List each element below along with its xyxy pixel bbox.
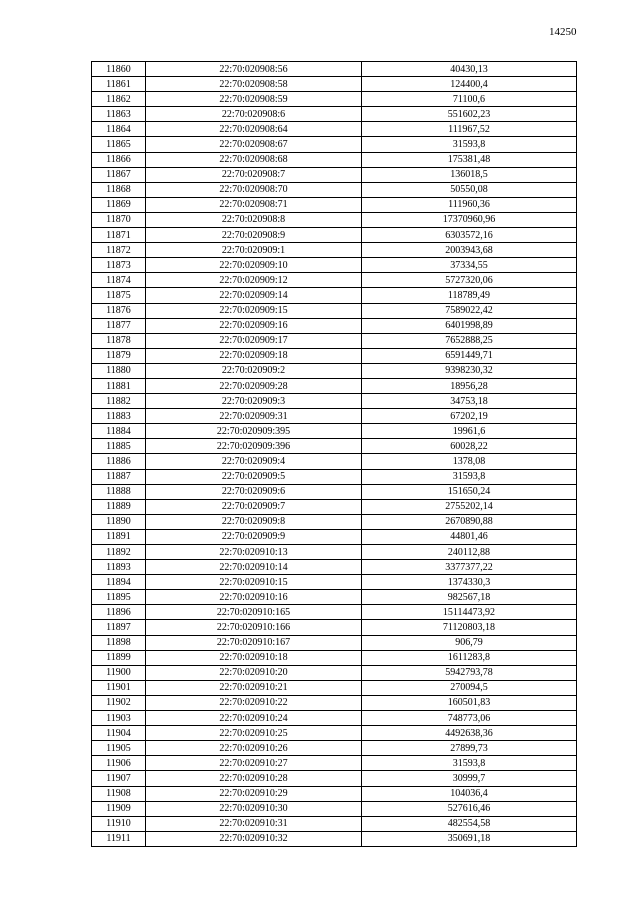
cadastral-number-cell: 22:70:020908:68 xyxy=(146,152,362,167)
table-row xyxy=(92,575,577,590)
table-row xyxy=(92,771,577,786)
value-cell: 17370960,96 xyxy=(362,212,577,227)
table-row xyxy=(92,378,577,393)
row-number-cell: 11897 xyxy=(92,620,146,635)
table-row xyxy=(92,665,577,680)
cadastral-number-cell: 22:70:020910:26 xyxy=(146,741,362,756)
cadastral-number-cell: 22:70:020909:17 xyxy=(146,333,362,348)
value-cell: 6591449,71 xyxy=(362,348,577,363)
table-row xyxy=(92,816,577,831)
value-cell: 2755202,14 xyxy=(362,499,577,514)
row-number-cell: 11883 xyxy=(92,409,146,424)
row-number-cell: 11884 xyxy=(92,424,146,439)
cadastral-number-cell: 22:70:020908:8 xyxy=(146,212,362,227)
table-row xyxy=(92,318,577,333)
cadastral-number-cell: 22:70:020910:14 xyxy=(146,560,362,575)
cadastral-number-cell: 22:70:020910:29 xyxy=(146,786,362,801)
table-row xyxy=(92,741,577,756)
value-cell: 2003943,68 xyxy=(362,243,577,258)
cadastral-number-cell: 22:70:020910:16 xyxy=(146,590,362,605)
table-row xyxy=(92,303,577,318)
row-number-cell: 11877 xyxy=(92,318,146,333)
table-row xyxy=(92,333,577,348)
row-number-cell: 11896 xyxy=(92,605,146,620)
table-row xyxy=(92,363,577,378)
row-number-cell: 11890 xyxy=(92,514,146,529)
cadastral-number-cell: 22:70:020909:1 xyxy=(146,243,362,258)
value-cell: 40430,13 xyxy=(362,62,577,77)
value-cell: 27899,73 xyxy=(362,741,577,756)
value-cell: 906,79 xyxy=(362,635,577,650)
row-number-cell: 11911 xyxy=(92,831,146,846)
cadastral-number-cell: 22:70:020910:32 xyxy=(146,831,362,846)
cadastral-number-cell: 22:70:020910:18 xyxy=(146,650,362,665)
table-row xyxy=(92,62,577,77)
value-cell: 982567,18 xyxy=(362,590,577,605)
cadastral-number-cell: 22:70:020909:4 xyxy=(146,454,362,469)
value-cell: 240112,88 xyxy=(362,545,577,560)
value-cell: 4492638,36 xyxy=(362,726,577,741)
row-number-cell: 11885 xyxy=(92,439,146,454)
row-number-cell: 11887 xyxy=(92,469,146,484)
table-row xyxy=(92,77,577,92)
table-row xyxy=(92,650,577,665)
row-number-cell: 11909 xyxy=(92,801,146,816)
value-cell: 19961,6 xyxy=(362,424,577,439)
table-row xyxy=(92,92,577,107)
table-row xyxy=(92,243,577,258)
cadastral-number-cell: 22:70:020909:12 xyxy=(146,273,362,288)
cadastral-number-cell: 22:70:020910:15 xyxy=(146,575,362,590)
value-cell: 1611283,8 xyxy=(362,650,577,665)
table-row xyxy=(92,409,577,424)
value-cell: 5942793,78 xyxy=(362,665,577,680)
value-cell: 111960,36 xyxy=(362,197,577,212)
value-cell: 2670890,88 xyxy=(362,514,577,529)
cadastral-number-cell: 22:70:020909:6 xyxy=(146,484,362,499)
table-row xyxy=(92,454,577,469)
value-cell: 270094,5 xyxy=(362,680,577,695)
cadastral-number-cell: 22:70:020910:30 xyxy=(146,801,362,816)
cadastral-value-table xyxy=(91,61,577,847)
table-row xyxy=(92,786,577,801)
cadastral-number-cell: 22:70:020908:67 xyxy=(146,137,362,152)
table-row xyxy=(92,197,577,212)
value-cell: 44801,46 xyxy=(362,529,577,544)
row-number-cell: 11907 xyxy=(92,771,146,786)
cadastral-number-cell: 22:70:020908:71 xyxy=(146,197,362,212)
value-cell: 9398230,32 xyxy=(362,363,577,378)
cadastral-number-cell: 22:70:020910:165 xyxy=(146,605,362,620)
value-cell: 350691,18 xyxy=(362,831,577,846)
row-number-cell: 11866 xyxy=(92,152,146,167)
cadastral-number-cell: 22:70:020908:70 xyxy=(146,182,362,197)
row-number-cell: 11880 xyxy=(92,363,146,378)
value-cell: 482554,58 xyxy=(362,816,577,831)
table-row xyxy=(92,439,577,454)
value-cell: 7589022,42 xyxy=(362,303,577,318)
value-cell: 37334,55 xyxy=(362,258,577,273)
value-cell: 3377377,22 xyxy=(362,560,577,575)
cadastral-number-cell: 22:70:020908:56 xyxy=(146,62,362,77)
cadastral-number-cell: 22:70:020909:31 xyxy=(146,409,362,424)
row-number-cell: 11869 xyxy=(92,197,146,212)
value-cell: 118789,49 xyxy=(362,288,577,303)
value-cell: 31593,8 xyxy=(362,137,577,152)
table-row xyxy=(92,831,577,846)
row-number-cell: 11888 xyxy=(92,484,146,499)
table-row xyxy=(92,801,577,816)
cadastral-number-cell: 22:70:020909:10 xyxy=(146,258,362,273)
table-row xyxy=(92,635,577,650)
row-number-cell: 11899 xyxy=(92,650,146,665)
table-row xyxy=(92,394,577,409)
value-cell: 1374330,3 xyxy=(362,575,577,590)
row-number-cell: 11872 xyxy=(92,243,146,258)
cadastral-number-cell: 22:70:020909:2 xyxy=(146,363,362,378)
row-number-cell: 11902 xyxy=(92,695,146,710)
table-row xyxy=(92,258,577,273)
cadastral-number-cell: 22:70:020910:31 xyxy=(146,816,362,831)
row-number-cell: 11873 xyxy=(92,258,146,273)
row-number-cell: 11876 xyxy=(92,303,146,318)
table-row xyxy=(92,620,577,635)
table-row xyxy=(92,288,577,303)
value-cell: 60028,22 xyxy=(362,439,577,454)
table-body xyxy=(92,62,577,847)
row-number-cell: 11879 xyxy=(92,348,146,363)
cadastral-number-cell: 22:70:020909:9 xyxy=(146,529,362,544)
row-number-cell: 11901 xyxy=(92,680,146,695)
cadastral-number-cell: 22:70:020909:5 xyxy=(146,469,362,484)
row-number-cell: 11905 xyxy=(92,741,146,756)
value-cell: 15114473,92 xyxy=(362,605,577,620)
table-row xyxy=(92,228,577,243)
table-row xyxy=(92,152,577,167)
value-cell: 31593,8 xyxy=(362,469,577,484)
cadastral-number-cell: 22:70:020909:7 xyxy=(146,499,362,514)
value-cell: 50550,08 xyxy=(362,182,577,197)
table-row xyxy=(92,348,577,363)
table-row xyxy=(92,137,577,152)
cadastral-number-cell: 22:70:020909:16 xyxy=(146,318,362,333)
cadastral-number-cell: 22:70:020909:28 xyxy=(146,378,362,393)
value-cell: 71100,6 xyxy=(362,92,577,107)
table-row xyxy=(92,545,577,560)
cadastral-number-cell: 22:70:020908:58 xyxy=(146,77,362,92)
table-row xyxy=(92,605,577,620)
row-number-cell: 11878 xyxy=(92,333,146,348)
value-cell: 551602,23 xyxy=(362,107,577,122)
row-number-cell: 11871 xyxy=(92,228,146,243)
cadastral-number-cell: 22:70:020909:395 xyxy=(146,424,362,439)
cadastral-number-cell: 22:70:020910:167 xyxy=(146,635,362,650)
value-cell: 7652888,25 xyxy=(362,333,577,348)
row-number-cell: 11904 xyxy=(92,726,146,741)
row-number-cell: 11875 xyxy=(92,288,146,303)
cadastral-number-cell: 22:70:020910:13 xyxy=(146,545,362,560)
page-number: 14250 xyxy=(549,26,577,38)
cadastral-number-cell: 22:70:020910:21 xyxy=(146,680,362,695)
row-number-cell: 11865 xyxy=(92,137,146,152)
row-number-cell: 11895 xyxy=(92,590,146,605)
cadastral-number-cell: 22:70:020909:14 xyxy=(146,288,362,303)
table-row xyxy=(92,514,577,529)
row-number-cell: 11903 xyxy=(92,711,146,726)
cadastral-number-cell: 22:70:020908:64 xyxy=(146,122,362,137)
cadastral-number-cell: 22:70:020909:396 xyxy=(146,439,362,454)
value-cell: 5727320,06 xyxy=(362,273,577,288)
value-cell: 34753,18 xyxy=(362,394,577,409)
row-number-cell: 11900 xyxy=(92,665,146,680)
table-row xyxy=(92,726,577,741)
value-cell: 6303572,16 xyxy=(362,228,577,243)
cadastral-number-cell: 22:70:020910:28 xyxy=(146,771,362,786)
cadastral-number-cell: 22:70:020909:18 xyxy=(146,348,362,363)
value-cell: 748773,06 xyxy=(362,711,577,726)
table-row xyxy=(92,273,577,288)
cadastral-number-cell: 22:70:020908:6 xyxy=(146,107,362,122)
value-cell: 1378,08 xyxy=(362,454,577,469)
row-number-cell: 11874 xyxy=(92,273,146,288)
cadastral-number-cell: 22:70:020908:9 xyxy=(146,228,362,243)
cadastral-number-cell: 22:70:020908:7 xyxy=(146,167,362,182)
row-number-cell: 11863 xyxy=(92,107,146,122)
cadastral-number-cell: 22:70:020910:22 xyxy=(146,695,362,710)
table-row xyxy=(92,680,577,695)
row-number-cell: 11882 xyxy=(92,394,146,409)
cadastral-number-cell: 22:70:020910:20 xyxy=(146,665,362,680)
row-number-cell: 11861 xyxy=(92,77,146,92)
table-row xyxy=(92,182,577,197)
cadastral-number-cell: 22:70:020909:3 xyxy=(146,394,362,409)
value-cell: 136018,5 xyxy=(362,167,577,182)
row-number-cell: 11868 xyxy=(92,182,146,197)
row-number-cell: 11881 xyxy=(92,378,146,393)
table-row xyxy=(92,560,577,575)
row-number-cell: 11906 xyxy=(92,756,146,771)
cadastral-number-cell: 22:70:020909:8 xyxy=(146,514,362,529)
row-number-cell: 11892 xyxy=(92,545,146,560)
row-number-cell: 11891 xyxy=(92,529,146,544)
row-number-cell: 11862 xyxy=(92,92,146,107)
table-row xyxy=(92,424,577,439)
value-cell: 104036,4 xyxy=(362,786,577,801)
row-number-cell: 11860 xyxy=(92,62,146,77)
row-number-cell: 11908 xyxy=(92,786,146,801)
value-cell: 30999,7 xyxy=(362,771,577,786)
row-number-cell: 11867 xyxy=(92,167,146,182)
value-cell: 6401998,89 xyxy=(362,318,577,333)
cadastral-number-cell: 22:70:020910:24 xyxy=(146,711,362,726)
row-number-cell: 11889 xyxy=(92,499,146,514)
table-row xyxy=(92,695,577,710)
table-row xyxy=(92,469,577,484)
table-row xyxy=(92,122,577,137)
value-cell: 151650,24 xyxy=(362,484,577,499)
table-row xyxy=(92,756,577,771)
value-cell: 71120803,18 xyxy=(362,620,577,635)
row-number-cell: 11898 xyxy=(92,635,146,650)
value-cell: 124400,4 xyxy=(362,77,577,92)
row-number-cell: 11870 xyxy=(92,212,146,227)
table-row xyxy=(92,107,577,122)
table-row xyxy=(92,212,577,227)
table-row xyxy=(92,484,577,499)
table-row xyxy=(92,711,577,726)
value-cell: 67202,19 xyxy=(362,409,577,424)
row-number-cell: 11893 xyxy=(92,560,146,575)
cadastral-number-cell: 22:70:020910:27 xyxy=(146,756,362,771)
value-cell: 31593,8 xyxy=(362,756,577,771)
value-cell: 111967,52 xyxy=(362,122,577,137)
cadastral-number-cell: 22:70:020910:25 xyxy=(146,726,362,741)
value-cell: 160501,83 xyxy=(362,695,577,710)
table-row xyxy=(92,590,577,605)
value-cell: 175381,48 xyxy=(362,152,577,167)
cadastral-number-cell: 22:70:020910:166 xyxy=(146,620,362,635)
table-row xyxy=(92,499,577,514)
value-cell: 18956,28 xyxy=(362,378,577,393)
cadastral-number-cell: 22:70:020908:59 xyxy=(146,92,362,107)
row-number-cell: 11910 xyxy=(92,816,146,831)
row-number-cell: 11886 xyxy=(92,454,146,469)
cadastral-number-cell: 22:70:020909:15 xyxy=(146,303,362,318)
table-row xyxy=(92,529,577,544)
value-cell: 527616,46 xyxy=(362,801,577,816)
row-number-cell: 11894 xyxy=(92,575,146,590)
table-row xyxy=(92,167,577,182)
row-number-cell: 11864 xyxy=(92,122,146,137)
